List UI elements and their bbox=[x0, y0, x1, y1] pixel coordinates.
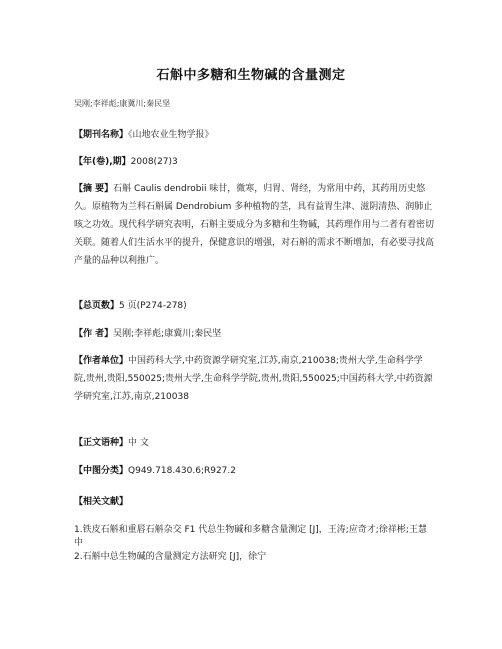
journal-value: 《山地农业生物学报》 bbox=[128, 130, 214, 140]
affiliation-label: 【作者单位】 bbox=[74, 356, 129, 366]
affiliation-field bbox=[74, 352, 434, 406]
related-item-1: 1.铁皮石斛和重唇石斛杂交 F1 代总生物碱和多糖含量测定 [J]，王涛;应奇才;徐祥彬;王慧中 bbox=[74, 525, 427, 548]
year-issue-value: 2008(27)3 bbox=[130, 157, 178, 167]
authors-line: 吴刚;李祥彪;康冀川;秦民坚 bbox=[74, 99, 171, 108]
pages-value: 5 页(P274-278) bbox=[119, 301, 187, 311]
language-value: 中 文 bbox=[128, 438, 149, 448]
document-title: 石斛中多糖和生物碱的含量测定 bbox=[156, 68, 346, 83]
related-heading: 【相关文献】 bbox=[74, 497, 129, 507]
abstract-value: 石斛 Caulis dendrobii 味甘，微寒，归胃、肾经，为常用中药，其药用历史悠久。原植物为兰科石斛属 Dendrobium 多种植物的茎，具有益胃生津、滋阴清热、润肺止咳之功效。现代科学研究表明，石斛主要成分为多糖和生物碱，其药理作用与二者有着密切关联。随着人们生活水平的提升，保健意识的增强，对石斛的需求不断增加，有必要寻找高产量的品种以利推广。 bbox=[74, 184, 435, 266]
author-value: 吴刚;李祥彪;康冀川;秦民坚 bbox=[113, 329, 222, 339]
author-field bbox=[74, 325, 434, 343]
affiliation-value: 中国药科大学,中药资源学研究室,江苏,南京,210038;贵州大学,生命科学学院,贵州,贵阳,550025;贵州大学,生命科学学院,贵州,贵阳,550025;中国药科大学,中药资源学研究室,江苏,南京,210038 bbox=[74, 356, 433, 402]
language-label: 【正文语种】 bbox=[74, 438, 129, 448]
year-issue-field bbox=[74, 153, 434, 171]
pages-field bbox=[74, 297, 434, 315]
journal-field bbox=[74, 126, 434, 144]
abstract-field bbox=[74, 180, 434, 270]
classification-field bbox=[74, 462, 434, 480]
language-field bbox=[74, 434, 434, 452]
classification-label: 【中图分类】 bbox=[74, 466, 129, 476]
year-issue-label: 【年(卷),期】 bbox=[74, 157, 131, 167]
author-label: 【作 者】 bbox=[74, 329, 114, 339]
abstract-label: 【摘 要】 bbox=[74, 184, 114, 194]
pages-label: 【总页数】 bbox=[74, 301, 120, 311]
classification-value: Q949.718.430.6;R927.2 bbox=[128, 466, 236, 476]
journal-label: 【期刊名称】 bbox=[74, 130, 129, 140]
related-item-2: 2.石斛中总生物碱的含量测定方法研究 [J]，徐宁 bbox=[74, 552, 267, 562]
